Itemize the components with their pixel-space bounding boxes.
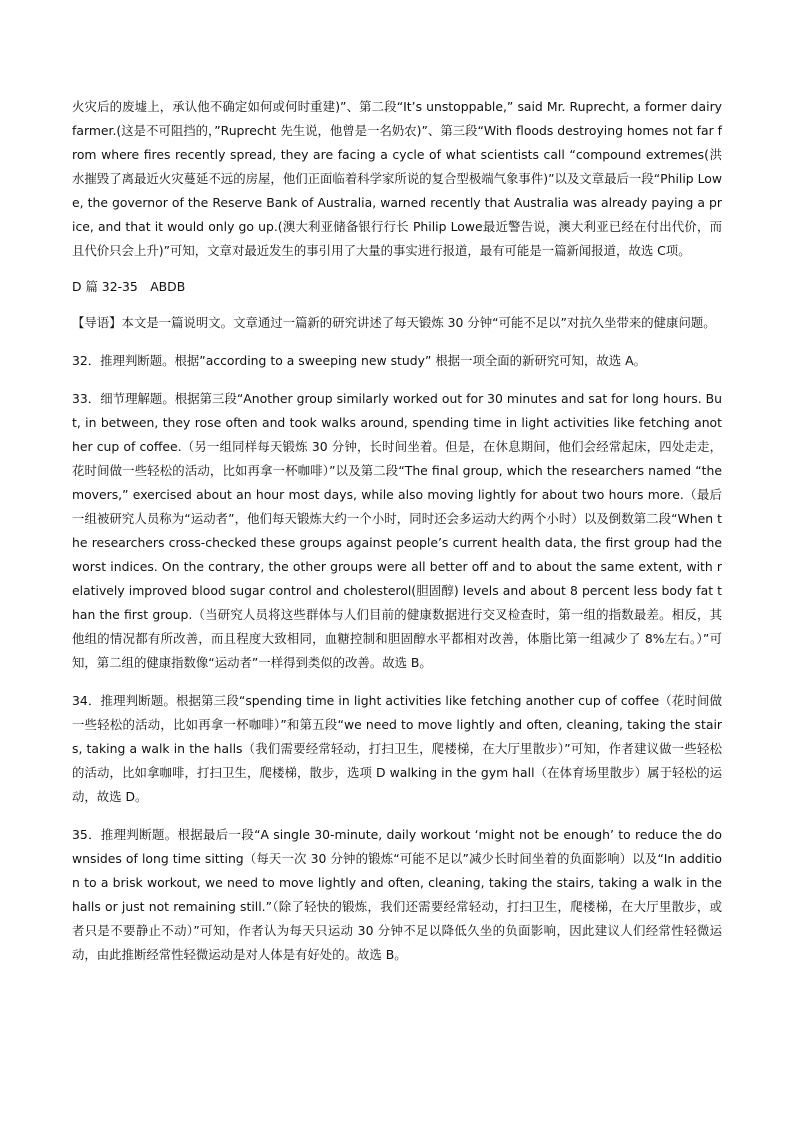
paragraph-introduction: 【导语】本文是一篇说明文。文章通过一篇新的研究讲述了每天锻炼 30 分钟“可能不足以”对抗久坐带来的健康问题。 <box>72 315 716 330</box>
paragraph-passage-c-answer-explanation: 火灾后的废墟上，承认他不确定如何或何时重建)”、第二段“It’s unstoppable,” said Mr. Ruprecht, a former dairy farmer.(这是不可阻挡的，”Ruprecht 先生说，他曾是一名奶农)”、第三段“With floods destroying homes not far from where fires recently spread, they are facing a cycle of what scientists call “compound extremes(洪水摧毁了离最近火灾蔓延不远的房屋，他们正面临着科学家所说的复合型极端气象事件)”以及文章最后一段“Philip Lowe, the governor of the Reserve Bank of Australia, warned recently that Australia was already paying a price, and that it would only go up.(澳大利亚储备银行行长 Philip Lowe最近警告说，澳大利亚已经在付出代价，而且代价只会上升)”可知，文章对最近发生的事引用了大量的事实进行报道，最有可能是一篇新闻报道，故选 C项。 <box>72 99 722 258</box>
document-body <box>72 95 722 981</box>
paragraph-question-33: 33．细节理解题。根据第三段“Another group similarly worked out for 30 minutes and sat for long hours. But, in between, they rose often and took walks around, spending time in light activities like fetching another cup of coffee.（另一组同样每天锻炼 30 分钟，长时间坐着。但是，在休息期间，他们会经常起床，四处走走，花时间做一些轻松的活动，比如再拿一杯咖啡）”以及第二段“The final group, which the researchers named “the movers,” exercised about an hour most days, while also moving lightly for about two hours more.（最后一组被研究人员称为“运动者”，他们每天锻炼大约一个小时，同时还会多运动大约两个小时）以及倒数第二段“When the researchers cross-checked these groups against people’s current health data, the first group had the worst indices. On the contrary, the other groups were all better off and to about the same extent, with relatively improved blood sugar control and cholesterol(胆固醇) levels and about 8 percent less body fat than the first group.（当研究人员将这些群体与人们目前的健康数据进行交叉检查时，第一组的指数最差。相反，其他组的情况都有所改善，而且程度大致相同，血糖控制和胆固醇水平都相对改善，体脂比第一组减少了 8%左右。）”可知，第二组的健康指数像“运动者”一样得到类似的改善。故选 B。 <box>72 391 722 670</box>
paragraph-question-35: 35．推理判断题。根据最后一段“A single 30-minute, daily workout ‘might not be enough’ to reduce the downsides of long time sitting（每天一次 30 分钟的锻炼“可能不足以”减少长时间坐着的负面影响）以及“In addition to a brisk workout, we need to move lightly and often, cleaning, taking the stairs, taking a walk in the halls or just not remaining still.”（除了轻快的锻炼，我们还需要经常轻动，打扫卫生，爬楼梯，在大厅里散步，或者只是不要静止不动）”可知，作者认为每天只运动 30 分钟不足以降低久坐的负面影响，因此建议人们经常性轻微运动，由此推断经常性轻微运动是对人体是有好处的。故选 B。 <box>72 827 722 962</box>
section-label-passage-d: D 篇 32-35 ABDB <box>72 279 186 294</box>
paragraph-question-32: 32．推理判断题。根据”according to a sweeping new study” 根据一项全面的新研究可知，故选 A。 <box>72 353 646 368</box>
paragraph-question-34: 34．推理判断题。根据第三段“spending time in light activities like fetching another cup of coffee（花时间做一些轻松的活动，比如再拿一杯咖啡）”和第五段“we need to move lightly and often, cleaning, taking the stairs, taking a walk in the halls（我们需要经常轻动，打扫卫生，爬楼梯，在大厅里散步）”可知，作者建议做一些轻松的活动，比如拿咖啡，打扫卫生，爬楼梯，散步，选项 D walking in the gym hall（在体育场里散步）属于轻松的运动，故选 D。 <box>72 693 722 804</box>
